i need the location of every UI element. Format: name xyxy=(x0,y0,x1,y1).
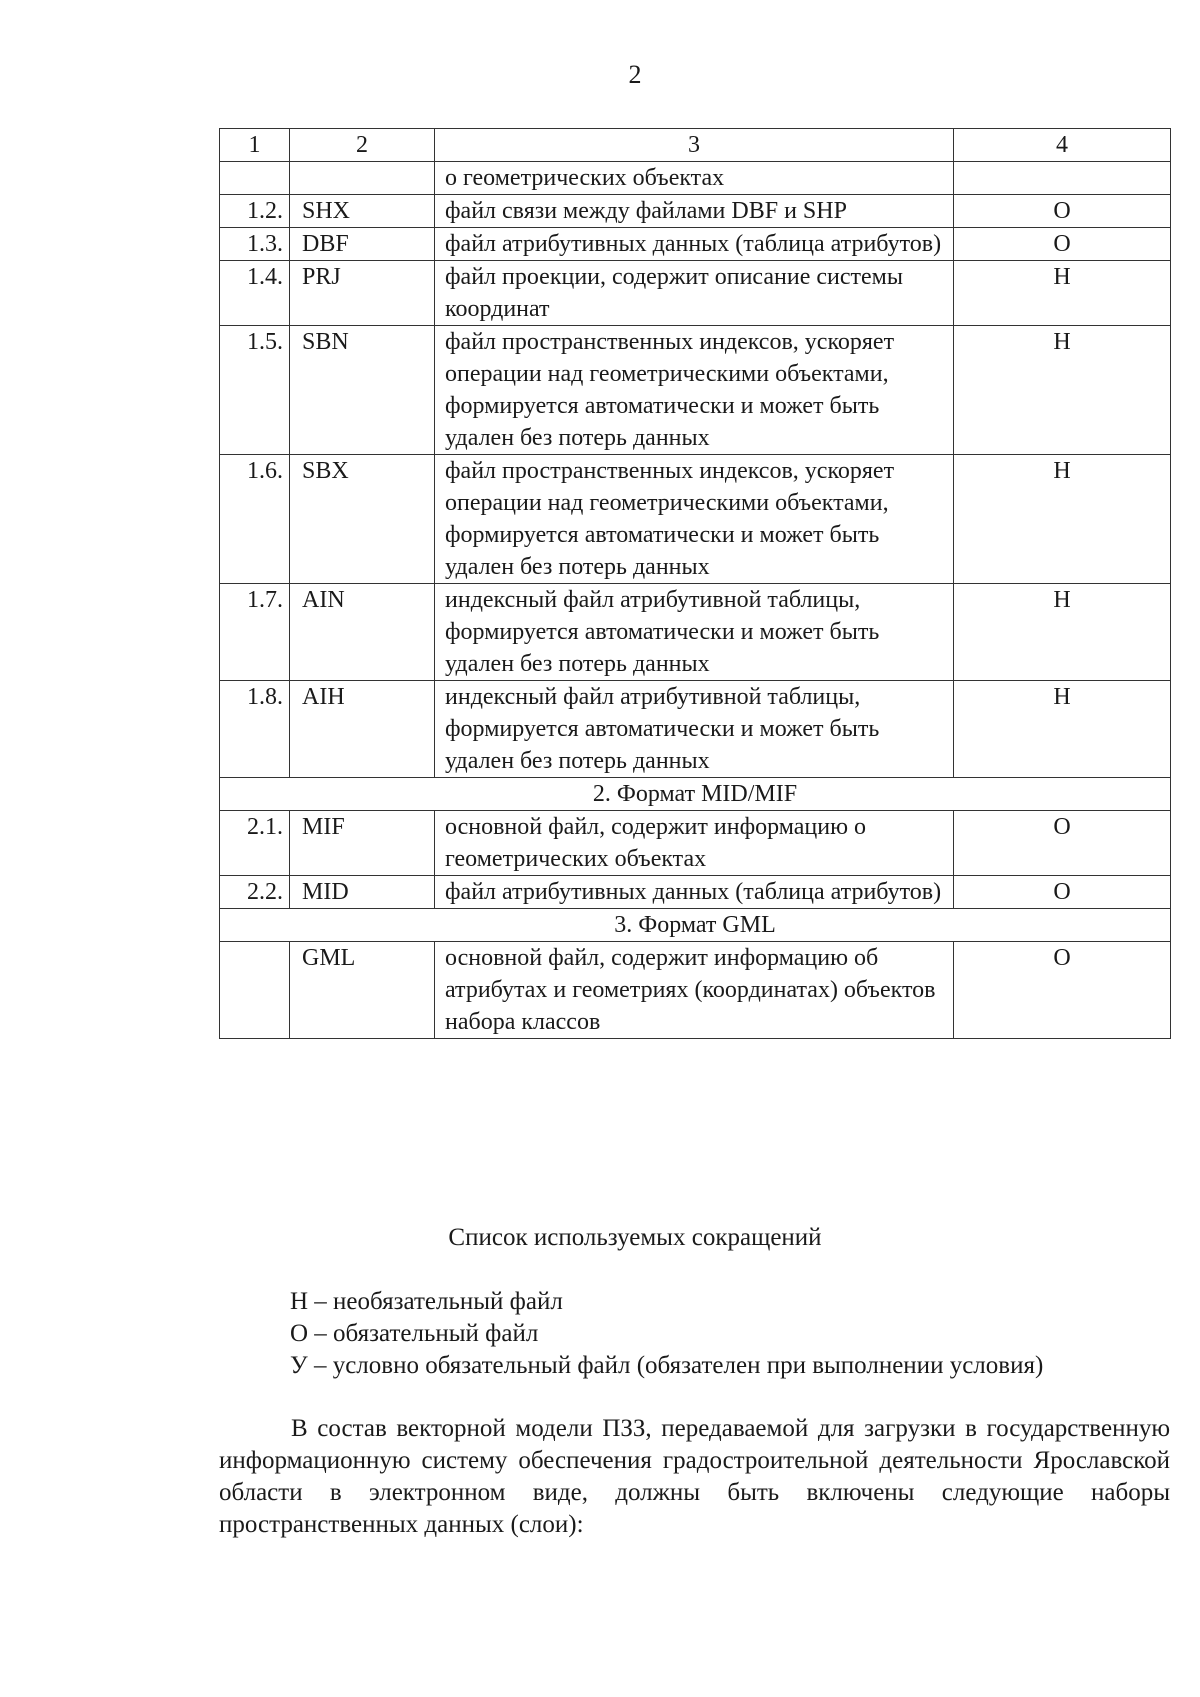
table-row xyxy=(220,326,1171,455)
row-number: 1.8. xyxy=(220,681,290,778)
file-extension: SHX xyxy=(290,195,435,228)
abbreviations-list xyxy=(290,1286,1043,1382)
abbreviations-title: Список используемых сокращений xyxy=(448,1224,822,1251)
table-row xyxy=(220,681,1171,778)
requirement-code: О xyxy=(954,811,1171,876)
table-row xyxy=(220,261,1171,326)
table-row xyxy=(220,455,1171,584)
file-description: файл связи между файлами DBF и SHP xyxy=(435,195,954,228)
section-title: 3. Формат GML xyxy=(220,909,1171,942)
file-description: основной файл, содержит информацию об атрибутах и геометриях (координатах) объектов набора классов xyxy=(435,942,954,1039)
file-extension: GML xyxy=(290,942,435,1039)
requirement-code: О xyxy=(954,195,1171,228)
file-description: индексный файл атрибутивной таблицы, формируется автоматически и может быть удален без потерь данных xyxy=(435,681,954,778)
file-extension xyxy=(290,162,435,195)
requirement-code: Н xyxy=(954,681,1171,778)
file-description: основной файл, содержит информацию о геометрических объектах xyxy=(435,811,954,876)
requirement-code: Н xyxy=(954,455,1171,584)
requirement-code: Н xyxy=(954,584,1171,681)
row-number: 1.5. xyxy=(220,326,290,455)
file-description: файл атрибутивных данных (таблица атрибутов) xyxy=(435,228,954,261)
table-header-row xyxy=(220,129,1171,162)
file-description: индексный файл атрибутивной таблицы, формируется автоматически и может быть удален без потерь данных xyxy=(435,584,954,681)
file-extension: AIN xyxy=(290,584,435,681)
requirement-code: О xyxy=(954,228,1171,261)
row-number xyxy=(220,942,290,1039)
section-row xyxy=(220,778,1171,811)
file-description: файл атрибутивных данных (таблица атрибутов) xyxy=(435,876,954,909)
file-description: файл пространственных индексов, ускоряет операции над геометрическими объектами, формируется автоматически и может быть удален без потерь данных xyxy=(435,326,954,455)
file-extension: MID xyxy=(290,876,435,909)
row-number: 2.1. xyxy=(220,811,290,876)
table-row xyxy=(220,162,1171,195)
row-number: 1.6. xyxy=(220,455,290,584)
column-header: 3 xyxy=(435,129,954,162)
file-extension: SBX xyxy=(290,455,435,584)
table-row xyxy=(220,811,1171,876)
requirement-code: О xyxy=(954,876,1171,909)
column-header: 2 xyxy=(290,129,435,162)
abbreviation-item: О – обязательный файл xyxy=(290,1320,539,1347)
file-formats-table xyxy=(219,128,1171,1039)
abbreviation-item: Н – необязательный файл xyxy=(290,1288,563,1315)
table-row xyxy=(220,195,1171,228)
table-row xyxy=(220,942,1171,1039)
file-extension: AIH xyxy=(290,681,435,778)
column-header: 4 xyxy=(954,129,1171,162)
row-number: 1.3. xyxy=(220,228,290,261)
section-row xyxy=(220,909,1171,942)
file-extension: DBF xyxy=(290,228,435,261)
file-extension: SBN xyxy=(290,326,435,455)
file-extension: MIF xyxy=(290,811,435,876)
body-paragraph: В состав векторной модели ПЗЗ, передаваемой для загрузки в государственную информационную систему обеспечения градостроительной деятельности Ярославской области в электронном виде, должны быть включены следующие наборы пространственных данных (слои): xyxy=(219,1415,1170,1538)
file-description: файл проекции, содержит описание системы координат xyxy=(435,261,954,326)
abbreviation-item: У – условно обязательный файл (обязателен при выполнении условия) xyxy=(290,1352,1044,1379)
file-description: файл пространственных индексов, ускоряет операции над геометрическими объектами, формируется автоматически и может быть удален без потерь данных xyxy=(435,455,954,584)
row-number xyxy=(220,162,290,195)
table-row xyxy=(220,228,1171,261)
requirement-code: Н xyxy=(954,326,1171,455)
row-number: 1.7. xyxy=(220,584,290,681)
requirement-code xyxy=(954,162,1171,195)
requirement-code: О xyxy=(954,942,1171,1039)
row-number: 2.2. xyxy=(220,876,290,909)
file-description: о геометрических объектах xyxy=(435,162,954,195)
table-row xyxy=(220,876,1171,909)
row-number: 1.4. xyxy=(220,261,290,326)
requirement-code: Н xyxy=(954,261,1171,326)
table-row xyxy=(220,584,1171,681)
column-header: 1 xyxy=(220,129,290,162)
row-number: 1.2. xyxy=(220,195,290,228)
page-number: 2 xyxy=(628,60,642,89)
section-title: 2. Формат MID/MIF xyxy=(220,778,1171,811)
file-extension: PRJ xyxy=(290,261,435,326)
